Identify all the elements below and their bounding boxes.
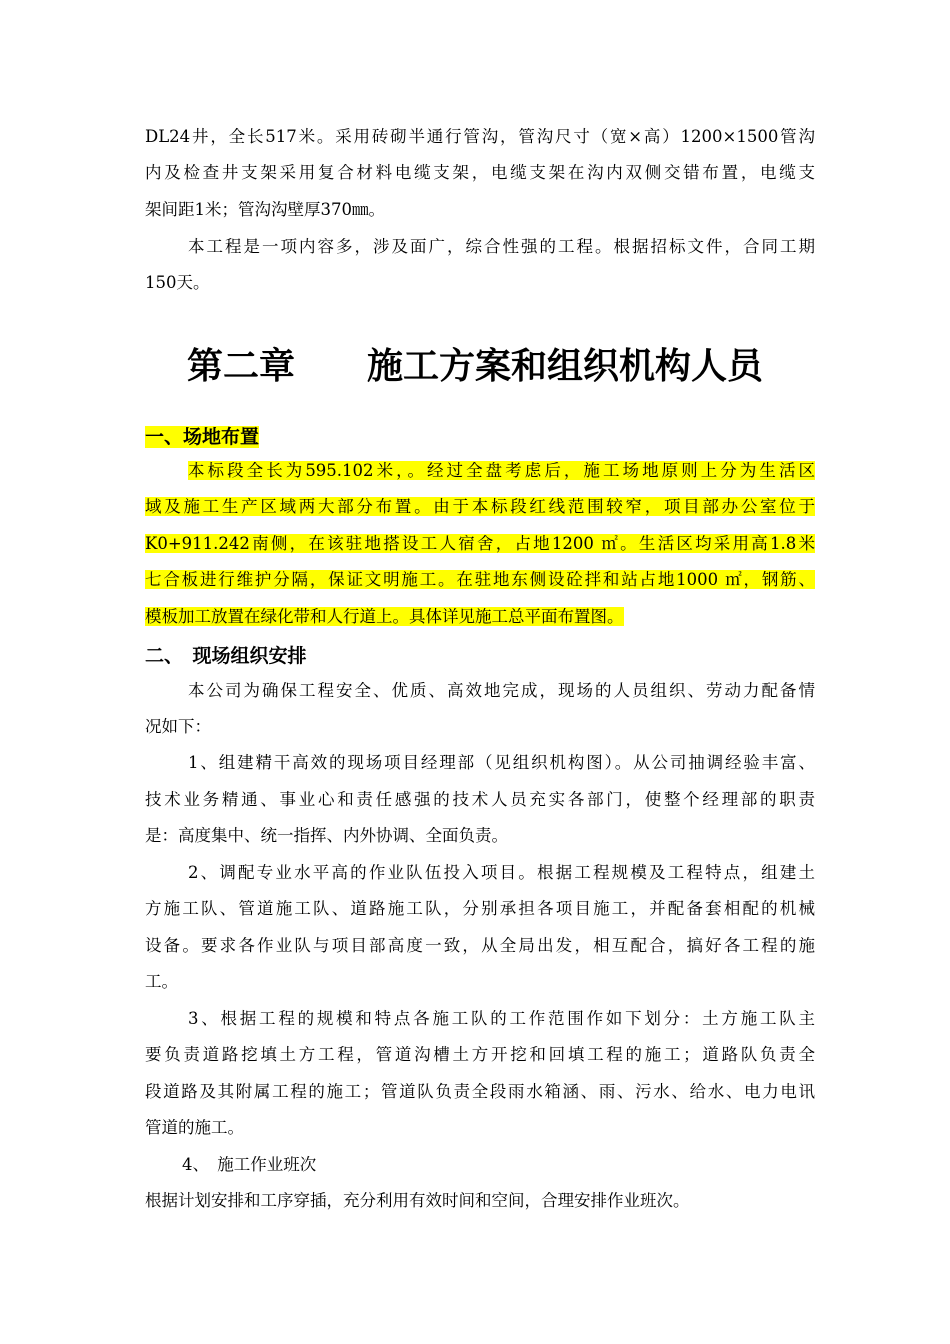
section2-item4-heading: 4、 施工作业班次	[182, 1155, 317, 1174]
section1-line-4: 七合板进行维护分隔，保证文明施工。在驻地东侧设砼拌和站占地1000 ㎡，钢筋、	[145, 570, 815, 589]
section1-line-3: K0+911.242南侧，在该驻地搭设工人宿舍，占地1200 ㎡。生活区均采用高1.8米	[145, 534, 815, 553]
section2-line-2: 况如下：	[145, 717, 211, 736]
section2-line-8: 设备。要求各作业队与项目部高度一致，从全局出发，相互配合，搞好各工程的施	[145, 936, 815, 955]
section2-line-11: 要负责道路挖填土方工程，管道沟槽土方开挖和回填工程的施工；道路队负责全	[145, 1045, 815, 1064]
intro-line-2: 内及检查井支架采用复合材料电缆支架，电缆支架在沟内双侧交错布置，电缆支	[145, 163, 815, 182]
section2-line-4: 技术业务精通、事业心和责任感强的技术人员充实各部门，使整个经理部的职责	[145, 790, 815, 809]
section2-line-12: 段道路及其附属工程的施工；管道队负责全段雨水箱涵、雨、污水、给水、电力电讯	[145, 1082, 815, 1101]
section2-line-5: 是：高度集中、统一指挥、内外协调、全面负责。	[145, 826, 508, 845]
section1-line-5: 模板加工放置在绿化带和人行道上。具体详见施工总平面布置图。	[145, 607, 624, 626]
section2-line-13: 管道的施工。	[145, 1118, 244, 1137]
chapter-number: 第二章	[186, 346, 295, 387]
intro-line-3: 架间距1米；管沟沟壁厚370㎜。	[145, 200, 385, 219]
section1-heading: 一、场地布置	[145, 426, 260, 448]
section2-line-10: 3、根据工程的规模和特点各施工队的工作范围作如下划分：土方施工队主	[188, 1009, 815, 1028]
section2-heading: 二、 现场组织安排	[145, 645, 307, 667]
section1-line-2: 域及施工生产区域两大部分布置。由于本标段红线范围较窄，项目部办公室位于	[145, 497, 815, 516]
section2-line-3: 1、组建精干高效的现场项目经理部（见组织机构图）。从公司抽调经验丰富、	[188, 753, 815, 772]
section2-line-6: 2、调配专业水平高的作业队伍投入项目。根据工程规模及工程特点，组建土	[188, 863, 815, 882]
chapter-name: 施工方案和组织机构人员	[367, 346, 764, 387]
section2-line-1: 本公司为确保工程安全、优质、高效地完成，现场的人员组织、劳动力配备情	[188, 681, 815, 700]
section2-line-9: 工。	[145, 972, 178, 991]
chapter-title	[0, 342, 950, 392]
section2-line-15: 根据计划安排和工序穿插，充分利用有效时间和空间，合理安排作业班次。	[145, 1191, 690, 1210]
intro-line-5: 150天。	[145, 273, 210, 292]
intro-line-4: 本工程是一项内容多，涉及面广，综合性强的工程。根据招标文件，合同工期	[188, 237, 815, 256]
section2-line-7: 方施工队、管道施工队、道路施工队，分别承担各项目施工，并配备套相配的机械	[145, 899, 815, 918]
intro-line-1: DL24井，全长517米。采用砖砌半通行管沟，管沟尺寸（宽×高）1200×1500管沟	[145, 127, 815, 146]
section1-line-1: 本标段全长为595.102米，。经过全盘考虑后，施工场地原则上分为生活区	[188, 461, 815, 480]
